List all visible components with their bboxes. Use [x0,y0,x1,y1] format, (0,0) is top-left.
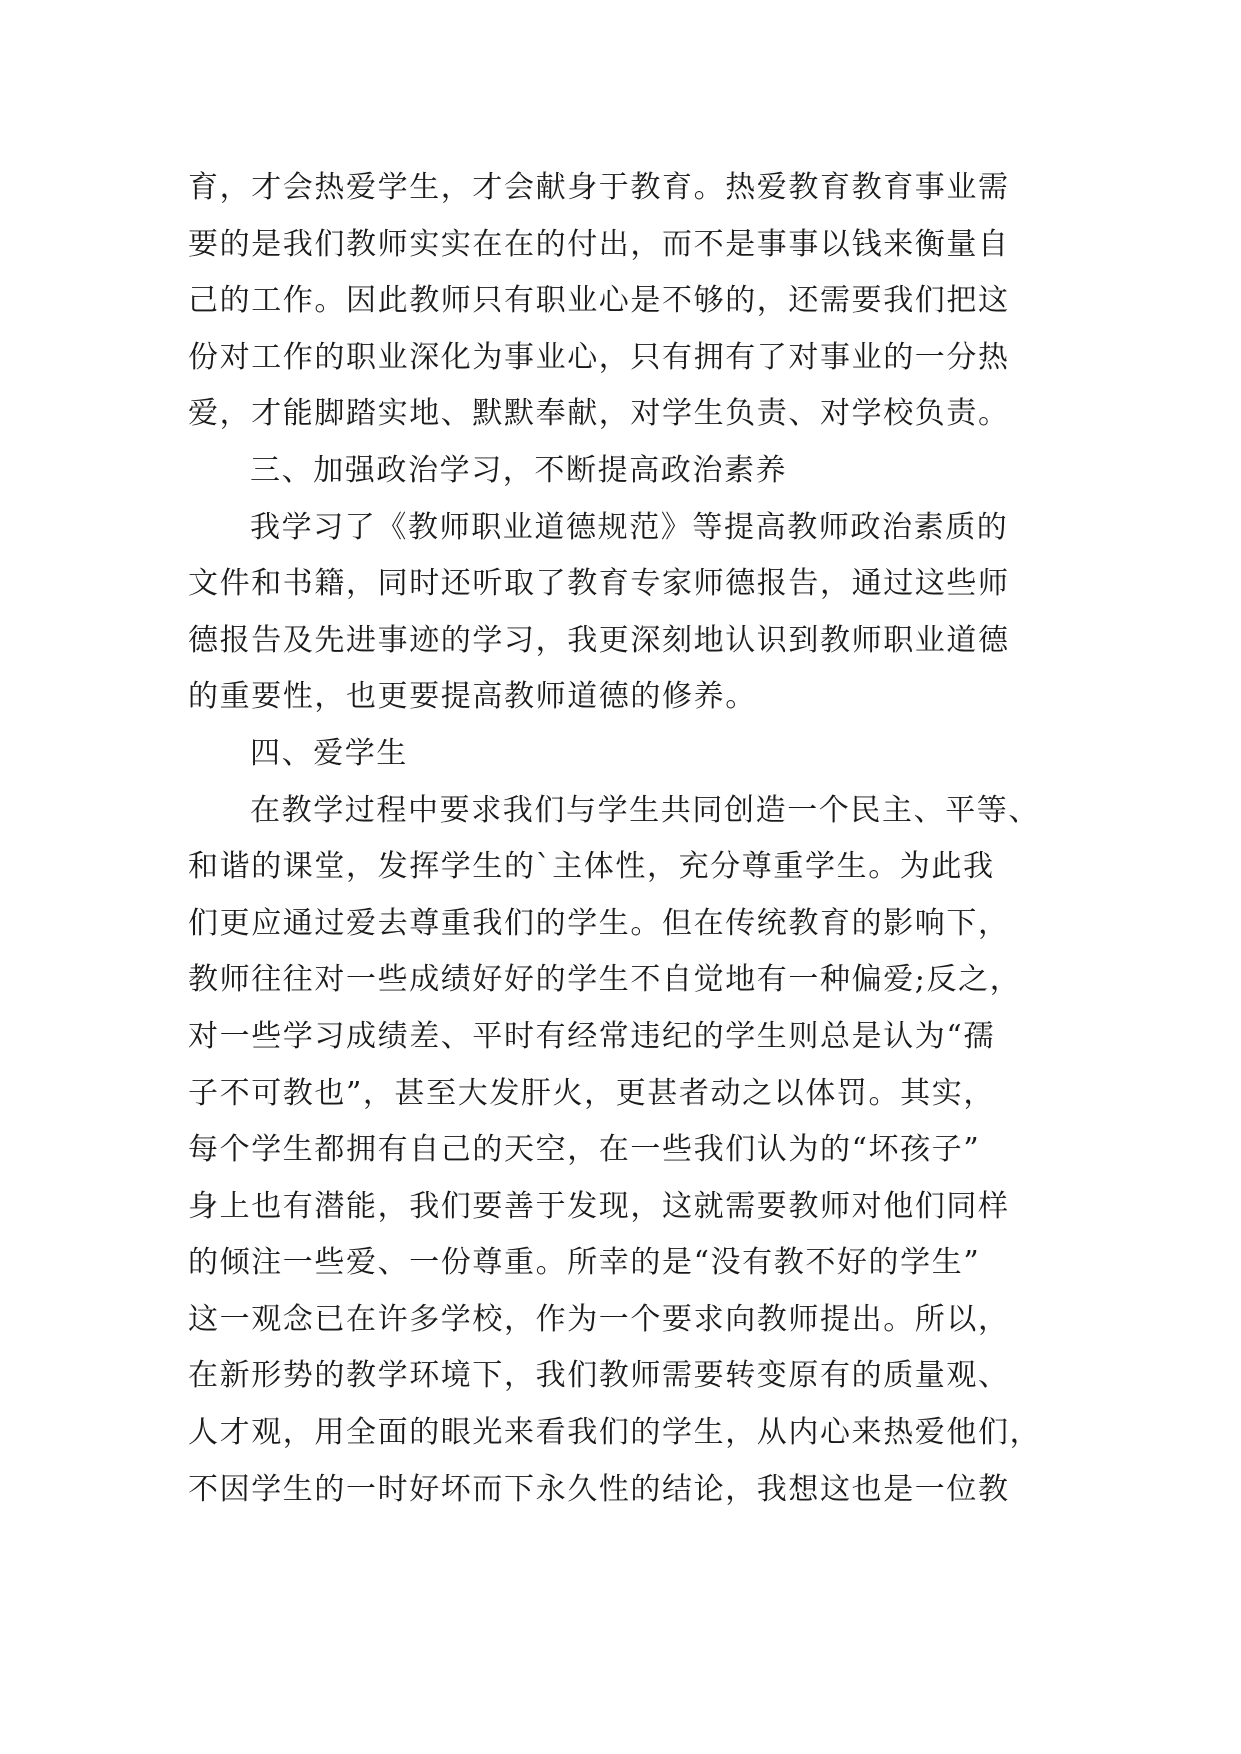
text-line: 身上也有潜能，我们要善于发现，这就需要教师对他们同样 [188,1188,1010,1224]
text-line: 人才观，用全面的眼光来看我们的学生，从内心来热爱他们， [188,1415,1042,1451]
text-line: 子不可教也”，甚至大发肝火，更甚者动之以体罚。其实， [188,1075,995,1111]
text-line: 在新形势的教学环境下，我们教师需要转变原有的质量观、 [188,1358,1010,1394]
text-line: 这一观念已在许多学校，作为一个要求向教师提出。所以， [188,1301,1010,1337]
text-line: 己的工作。因此教师只有职业心是不够的，还需要我们把这 [188,283,1010,319]
text-line: 文件和书籍，同时还听取了教育专家师德报告，通过这些师 [188,566,1010,602]
text-line: 我学习了《教师职业道德规范》等提高教师政治素质的 [250,509,1009,545]
text-line: 在教学过程中要求我们与学生共同创造一个民主、平等、 [250,792,1040,828]
text-line: 不因学生的一时好坏而下永久性的结论，我想这也是一位教 [188,1471,1010,1507]
body-text [188,160,1064,1518]
text-line: 育，才会热爱学生，才会献身于教育。热爱教育教育事业需 [188,170,1010,205]
text-line: 和谐的课堂，发挥学生的`主体性，充分尊重学生。为此我 [188,849,995,885]
text-line: 份对工作的职业深化为事业心，只有拥有了对事业的一分热 [188,339,1010,375]
text-line: 每个学生都拥有自己的天空，在一些我们认为的“坏孩子” [188,1132,981,1168]
text-line: 们更应通过爱去尊重我们的学生。但在传统教育的影响下， [188,905,1010,941]
text-line: 爱，才能脚踏实地、默默奉献，对学生负责、对学校负责。 [188,396,1010,432]
text-line: 的重要性，也更要提高教师道德的修养。 [188,679,757,715]
text-line: 对一些学习成绩差、平时有经常违纪的学生则总是认为“孺 [188,1018,995,1054]
section-heading: 三、加强政治学习，不断提高政治素养 [250,452,788,488]
text-line: 的倾注一些爱、一份尊重。所幸的是“没有教不好的学生” [188,1245,981,1281]
text-line: 德报告及先进事迹的学习，我更深刻地认识到教师职业道德 [188,622,1010,658]
text-line: 要的是我们教师实实在在的付出，而不是事事以钱来衡量自 [188,226,1010,262]
text-line: 教师往往对一些成绩好好的学生不自觉地有一种偏爱;反之， [188,962,1022,998]
section-heading: 四、爱学生 [250,735,408,771]
